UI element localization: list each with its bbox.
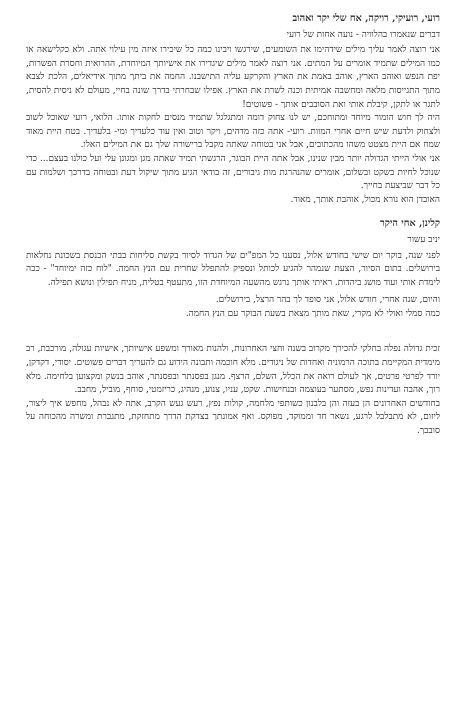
section1-subtitle: דברים שנאמרו בהלוויה - נועה אחות של רועי [286,29,440,40]
paragraph-spacer [26,321,440,343]
section2-title: קלינן, אחי היקר [380,218,440,230]
section-spacer [26,207,440,217]
document-page [26,12,440,705]
section2-paragraph: כמה סמלי ואולי לא מקרי, שאת מותך מצאת בשעת הבוקר עם הנץ החמה. [185,308,440,319]
section1-paragraph: האובדן הוא נורא מכול, אוהבת אותך, מאוד. [290,194,440,205]
section2-subtitle: יניב עשור [407,234,440,245]
section2-paragraph: והיום, שנה אחרי, חודש אלול, אני סופד לך בהר הרצל, בירושלים. [215,295,440,306]
section2-paragraph: זכית גדולה נפלה בחלקי להכירך מקרוב בשנה וחצי האחרונות, ולהנות מאורך ומשפע אישיותך, אישיות עגולה, מורכבת, רב מימדית המקיימת בתוכה הרמוניה ואחדות של ניגודים. מלא חוכמה ותבונה הידוע גם להעריך דברים פשוטים. יסודי, דקדקן, יורד לפרטי פרטים, אך לעולם רואה את הכלל, השלם, הרצף. מנגן בפסנתר ובפסנתר, אוהב בנשק ומקצוען בלחימה. מלא רוך, אהבה ועדינות נפש, מסתער בעוצמה ובנחישות. שקט, עניו, צנוע, מנהיג, כריזמטי, סוחף, מוביל, מחבב. [26,344,440,396]
section1-paragraph: היה לך חוש הומור מיוחד ומתוחכם, יש לנו צחוק דומה ומתגלגל שתמיד מנסים לחקות אותו. הלואי, רועי שאוכל לשוב ולצחוק ולדעת שיש חיים אחרי המוות. רועי- אתה כזה מדהים, ויקר וטוב ואין עוד כלעדיך ומי- בלעדיך. בטח היית מאוד שמח אם היית מצטט משהו מהכתובים, אבל אני בטוחה שאתה מקבל ברישורה שלך גם את המילים האלו. [26,113,440,151]
section1-title: רועי, רועיקי, רויקה, אח שלי יקר ואהוב [292,13,440,24]
section1-paragraph: אני אולי הייתי הגדולה יותר מבין שנינו, אבל אתה היית הבוגר, הרגשתי תמיד שאתה מגן ומגונן עלי ועל כולנו בעצם... כדי שנוכל לחיות בשקט ובשלום, אומרים שהנהרגת מות גיבורים, זה בודאי הגיע מתוך שיקול דעת ובטוחה בדרכך ושלמות עם כל דבר שביצעת בחייך. [26,153,440,192]
section1-paragraph: אני רוצה לאמר עליך מילים שידהימו את השומעים, שירגשו ויבינו כמה כל שיכירו איזה מין עילוי אתה. ולא כקלישאה או כמו המילים שתמיד אומרים על המתים. אני רוצה לאמר מילים שיגדירו את אישיותך המיוחדת, ההרואית וחסרת הפשרות, יפת הנפש ואוהב הארץ, אוהב באמת את הארץ והקרקע עליה התישבנו. החמה את ביתך מתוך אידיאלים, הלכת לצבא מתוך התגייסות מלאה ומחשבה אמיתית וכנה לשרת את הארץ. אפילו שבחרתי בדרך שונה בחיי, מעולם לא ניסית להסית, לתגר או לתקן, קיבלת אותי ואת הסובבים אותך - פשוטים! [26,45,440,110]
section2-paragraph: לפני שנה, בוקר יום שישי בחודש אלול, נסענו כל המפ"ים של הגדוד לסיור בקשת סליחות בבתי הכנסת בשכונת נחלאות בירושלים. בתום הסיור, הצעת שנמהר להגיע לכותל ונספיק להתפלל שחרית עם הנץ החמה. "לוח כזה ימיוחד" - ככה לימדת אותי ועוד מושג ביהדות. ראיתי אותך נרגש מהשעה המיוחדת הזו, מתעטף בטלית, מניח תפילין ונושא תפילה. [26,250,440,288]
section2-paragraph: בחודשים האחרונים הן בעזה והן בלבנון כשותפי מלחמה, קולות נפץ, רעש געש הקרב, אתה לא נבהל, מחפש איך ליצור, ליזום, לא מתבלבל לרגע, נשאר חד וממוקד, מפוקס. ואף אמונתך בצדקת הדרך מתחזקת, מתגברת ומשרה מהכוחה על סובבך. [26,398,440,437]
